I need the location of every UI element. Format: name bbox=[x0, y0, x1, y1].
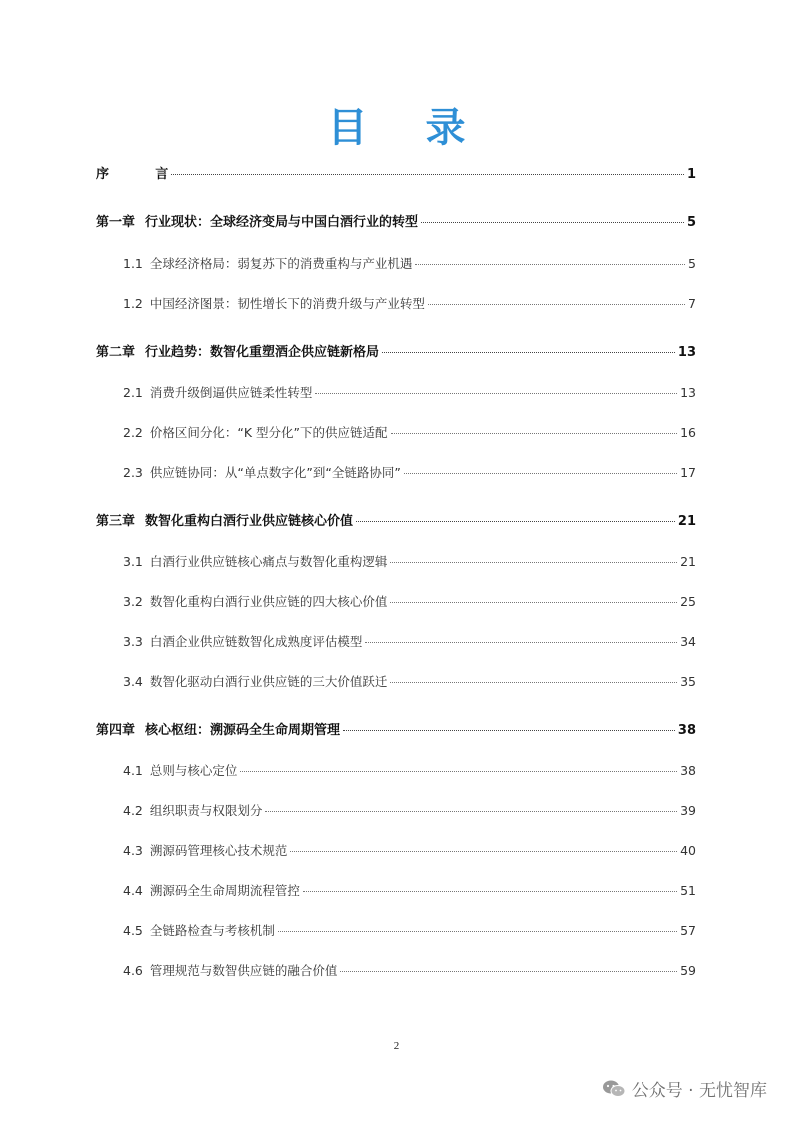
toc-page-number: 5 bbox=[688, 256, 696, 271]
toc-title: 管理规范与数智供应链的融合价值 bbox=[149, 963, 338, 978]
toc-leader-dots bbox=[365, 641, 677, 643]
toc-entry[interactable] bbox=[123, 842, 696, 860]
toc-page-number: 13 bbox=[680, 385, 696, 400]
toc-number: 2.1 bbox=[123, 385, 143, 400]
toc-page-number: 5 bbox=[686, 215, 696, 230]
toc-number: 2.2 bbox=[123, 425, 143, 440]
toc-title: 言 bbox=[155, 167, 169, 182]
toc-page-number: 17 bbox=[680, 465, 696, 480]
toc-leader-dots bbox=[390, 561, 677, 563]
toc-entry[interactable] bbox=[123, 633, 696, 651]
toc-page-number: 38 bbox=[677, 723, 696, 738]
toc-page-number: 59 bbox=[680, 963, 696, 978]
toc-page-number: 21 bbox=[680, 554, 696, 569]
toc-number: 第四章 bbox=[96, 723, 136, 738]
toc-page-number: 1 bbox=[686, 167, 696, 182]
toc-page-number: 51 bbox=[680, 883, 696, 898]
toc-leader-dots bbox=[390, 681, 677, 683]
toc-number: 3.2 bbox=[123, 594, 143, 609]
toc-title: 白酒企业供应链数智化成熟度评估模型 bbox=[149, 634, 363, 649]
toc-title: 消费升级倒逼供应链柔性转型 bbox=[149, 385, 313, 400]
toc-leader-dots bbox=[382, 351, 675, 353]
toc-number: 2.3 bbox=[123, 465, 143, 480]
watermark-text: 公众号 · 无忧智库 bbox=[631, 1081, 767, 1101]
toc-entry[interactable] bbox=[123, 464, 696, 482]
toc-page-number: 25 bbox=[680, 594, 696, 609]
toc-page-number: 13 bbox=[677, 345, 696, 360]
toc-leader-dots bbox=[404, 472, 677, 474]
toc-title: 溯源码管理核心技术规范 bbox=[149, 843, 288, 858]
toc-entry[interactable] bbox=[123, 762, 696, 780]
toc-number: 第一章 bbox=[96, 215, 136, 230]
toc-title: 组织职责与权限划分 bbox=[149, 803, 263, 818]
toc-page-number: 16 bbox=[680, 425, 696, 440]
toc-page-number: 34 bbox=[680, 634, 696, 649]
toc-entry[interactable] bbox=[96, 166, 696, 184]
wechat-icon bbox=[602, 1079, 626, 1099]
toc-leader-dots bbox=[356, 520, 675, 522]
toc-number: 4.6 bbox=[123, 963, 143, 978]
toc-leader-dots bbox=[265, 810, 677, 812]
toc-leader-dots bbox=[171, 173, 684, 175]
watermark bbox=[602, 1076, 767, 1101]
toc-title: 数智化重构白酒行业供应链核心价值 bbox=[145, 514, 354, 529]
toc-title: 行业趋势：数智化重塑酒企供应链新格局 bbox=[145, 345, 380, 360]
toc-leader-dots bbox=[415, 263, 685, 265]
toc-number: 4.2 bbox=[123, 803, 143, 818]
toc-title: 核心枢纽：溯源码全生命周期管理 bbox=[145, 723, 341, 738]
toc-entry[interactable] bbox=[123, 384, 696, 402]
toc-number: 4.4 bbox=[123, 883, 143, 898]
toc-title: 全球经济格局：弱复苏下的消费重构与产业机遇 bbox=[149, 256, 413, 271]
toc-leader-dots bbox=[340, 970, 677, 972]
page-title: 目 录 bbox=[327, 105, 488, 151]
toc-entry[interactable] bbox=[123, 922, 696, 940]
toc-entry[interactable] bbox=[123, 295, 696, 313]
toc-title: 总则与核心定位 bbox=[149, 763, 238, 778]
toc-number: 第二章 bbox=[96, 345, 136, 360]
toc-page-number: 40 bbox=[680, 843, 696, 858]
page-number: 2 bbox=[393, 1040, 400, 1052]
toc-entry[interactable] bbox=[123, 255, 696, 273]
toc-number: 4.5 bbox=[123, 923, 143, 938]
toc-entry[interactable] bbox=[123, 424, 696, 442]
toc-title: 数智化驱动白酒行业供应链的三大价值跃迁 bbox=[149, 674, 388, 689]
toc-number: 第三章 bbox=[96, 514, 136, 529]
toc-number: 3.3 bbox=[123, 634, 143, 649]
toc-leader-dots bbox=[315, 392, 677, 394]
toc-entry[interactable] bbox=[123, 802, 696, 820]
toc-entry[interactable] bbox=[96, 344, 696, 362]
toc-leader-dots bbox=[278, 930, 677, 932]
toc-leader-dots bbox=[303, 890, 677, 892]
toc-entry[interactable] bbox=[96, 722, 696, 740]
toc-number: 序 bbox=[96, 167, 146, 182]
toc-leader-dots bbox=[390, 601, 677, 603]
toc-number: 1.1 bbox=[123, 256, 143, 271]
toc-leader-dots bbox=[391, 432, 678, 434]
toc-entry[interactable] bbox=[123, 673, 696, 691]
toc-entry[interactable] bbox=[123, 962, 696, 980]
toc-leader-dots bbox=[428, 303, 685, 305]
toc-title: 溯源码全生命周期流程管控 bbox=[149, 883, 300, 898]
toc-title: 数智化重构白酒行业供应链的四大核心价值 bbox=[149, 594, 388, 609]
toc-entry[interactable] bbox=[123, 882, 696, 900]
toc-title: 中国经济图景：韧性增长下的消费升级与产业转型 bbox=[149, 296, 425, 311]
toc-title: 行业现状：全球经济变局与中国白酒行业的转型 bbox=[145, 215, 419, 230]
toc-title: 价格区间分化：“K 型分化”下的供应链适配 bbox=[149, 425, 388, 440]
toc-page-number: 57 bbox=[680, 923, 696, 938]
toc-page-number: 38 bbox=[680, 763, 696, 778]
toc-title: 供应链协同：从“单点数字化”到“全链路协同” bbox=[149, 465, 401, 480]
toc-title: 全链路检查与考核机制 bbox=[149, 923, 275, 938]
toc-number: 1.2 bbox=[123, 296, 143, 311]
toc-number: 4.1 bbox=[123, 763, 143, 778]
toc-entry[interactable] bbox=[123, 553, 696, 571]
toc-number: 3.4 bbox=[123, 674, 143, 689]
toc-entry[interactable] bbox=[123, 593, 696, 611]
toc-page-number: 7 bbox=[688, 296, 696, 311]
toc-page-number: 21 bbox=[677, 514, 696, 529]
toc-title: 白酒行业供应链核心痛点与数智化重构逻辑 bbox=[149, 554, 388, 569]
toc-leader-dots bbox=[421, 221, 684, 223]
toc-leader-dots bbox=[290, 850, 677, 852]
toc-leader-dots bbox=[240, 770, 677, 772]
toc-number: 3.1 bbox=[123, 554, 143, 569]
toc-number: 4.3 bbox=[123, 843, 143, 858]
toc-page-number: 35 bbox=[680, 674, 696, 689]
toc-entry[interactable] bbox=[96, 513, 696, 531]
toc-leader-dots bbox=[343, 729, 675, 731]
toc-page-number: 39 bbox=[680, 803, 696, 818]
toc-entry[interactable] bbox=[96, 214, 696, 232]
